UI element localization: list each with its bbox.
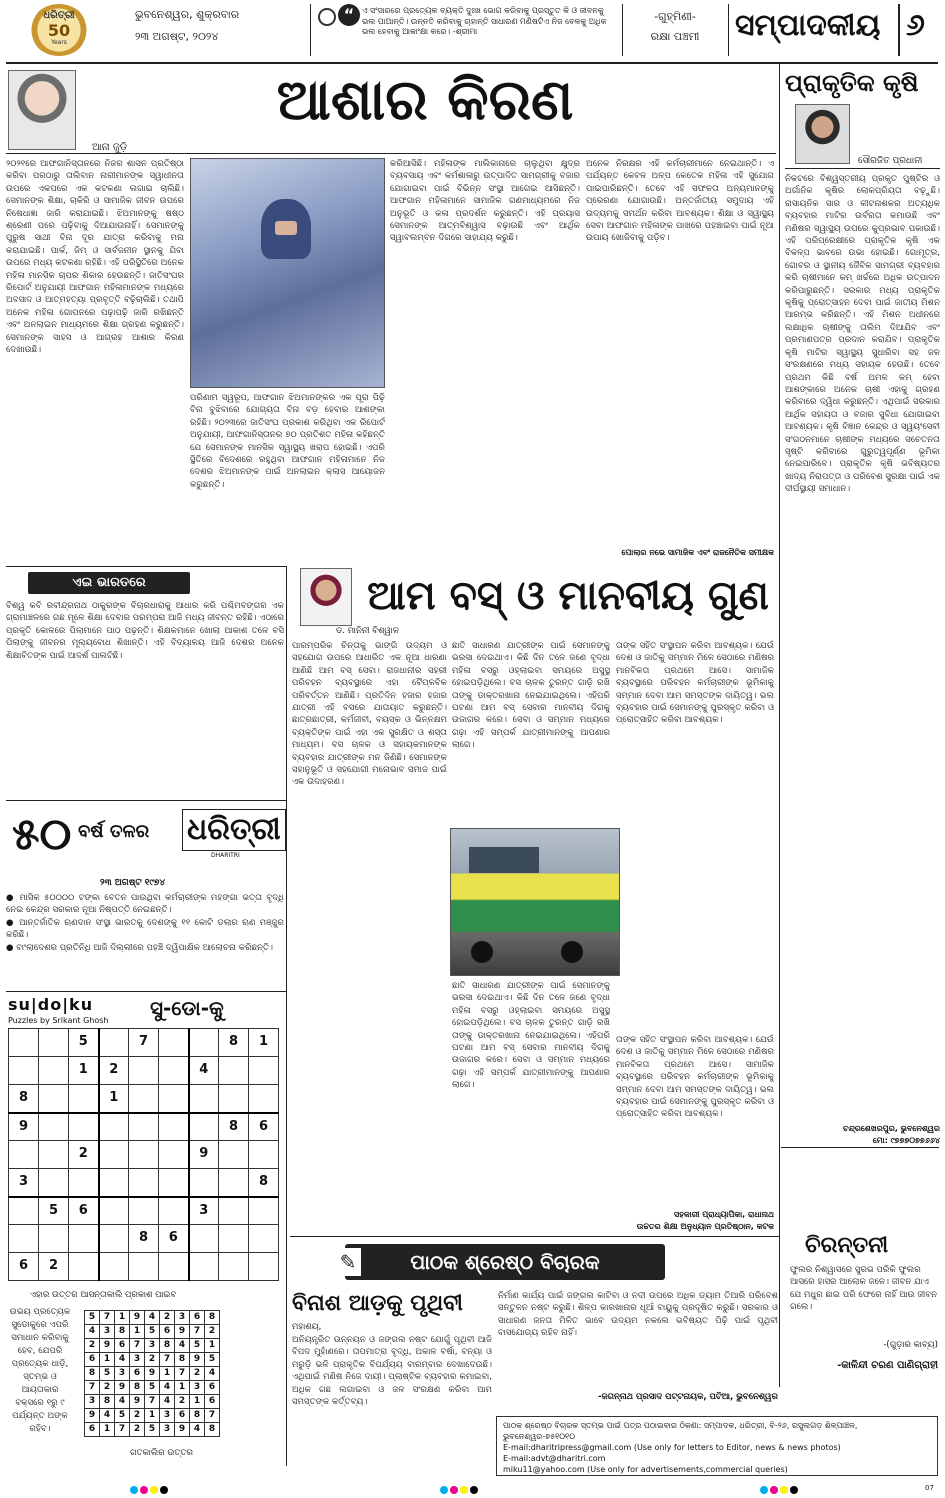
grid-row [9, 1057, 279, 1085]
solution-cell: 7 [175, 1367, 190, 1381]
solution-cell: 8 [85, 1367, 100, 1381]
sudoku-cell[interactable] [99, 1029, 129, 1057]
solution-cell: 3 [115, 1367, 130, 1381]
solution-cell: 5 [100, 1367, 115, 1381]
sudoku-cell[interactable] [249, 1085, 279, 1113]
solution-cell: 8 [100, 1395, 115, 1409]
sudoku-cell[interactable] [39, 1029, 69, 1057]
solution-cell: 9 [130, 1395, 145, 1409]
fifty-item: ● ମାସିକ ୫୦୦୦୦ ଟଙ୍କା ବେତନ ପାଉଥିବା କର୍ମଚାରୀଙ୍କ ମହଙ୍ଗା ଭତ୍ତା ବୃଦ୍ଧି ନେଇ କେନ୍ଦ୍ର ସରକାର ନୂଆ ନିଷ୍ପତ୍ତି ନେଇଛନ୍ତି। [6, 893, 284, 916]
quote-author: -ଶ୍ରୀମା [452, 27, 478, 36]
photo-face [275, 221, 297, 235]
bus-photo [450, 828, 620, 976]
registration-dot [440, 1486, 448, 1494]
sudoku-cell[interactable]: 8 [129, 1225, 159, 1253]
letter-salutation: ମହାଶୟ, [292, 1322, 322, 1332]
sudoku-cell[interactable] [159, 1057, 189, 1085]
sudoku-cell[interactable]: 6 [249, 1113, 279, 1141]
fifty-item: ● ଆନ୍ତର୍ଜାତିକ ଋଣଦାନ ସଂସ୍ଥା ଭାରତକୁ ଦେଶଙ୍କୁ ୧୧ କୋଟି ଡଲାର ଋଣ ମଞ୍ଜୁର କରିଛି। [6, 917, 284, 941]
wheel-icon [318, 8, 336, 26]
fifty-label: ବର୍ଷ ତଳର [78, 821, 150, 842]
sudoku-cell[interactable]: 2 [69, 1141, 99, 1169]
letters-banner-text: ପାଠକ ଶ୍ରେଷ୍ଠ ବିଚାରକ [410, 1250, 600, 1274]
solution-cell: 4 [85, 1325, 100, 1339]
sudoku-cell[interactable]: 2 [39, 1253, 69, 1281]
solution-cell: 9 [100, 1339, 115, 1353]
solution-cell: 3 [130, 1353, 145, 1367]
solution-cell: 7 [115, 1423, 130, 1437]
sudoku-rules: ଉଭୟ ପ୍ରତ୍ୟେକ ସୁଡୋକୁରେ ଏପରି ସମାଧାନ କରିବାକୁ ହେବ, ଯେପରି ପ୍ରତ୍ୟେକ ଧାଡ଼ି, ସ୍ତମ୍ଭ ଓ ଆୟତାକାର ବକ୍ସରେ ୧ରୁ ୯ ପର୍ଯ୍ୟନ୍ତ ଅଙ୍କ ରହିବ। [9, 1307, 71, 1434]
sudoku-cell[interactable] [159, 1197, 189, 1225]
contact-box [496, 1416, 938, 1476]
sudoku-cell[interactable] [39, 1225, 69, 1253]
sudoku-cell[interactable] [99, 1141, 129, 1169]
fifty-logo: ଧରିତ୍ରୀ [182, 809, 286, 851]
sudoku-cell[interactable] [159, 1113, 189, 1141]
chirantani-poem: ଫୁଲର ନିଶ୍ୱାସରେ ସୁରଭ ପରିକି ଫୁଲର ଆସରେ ହାସର ଆଲୋକ ଜଳେ। ଜୀବନ ଯାଏ ଯେ ମଧୁର ଛାଇ ପରି ଫେରେ ନାହିଁ ଆଉ ଜୀବନ ଗଲେ। [790, 1265, 937, 1313]
solution-cell: 7 [205, 1409, 220, 1423]
solution-cell: 6 [205, 1381, 220, 1395]
page-marker: 07 [925, 1484, 934, 1492]
sudoku-cell[interactable]: 6 [159, 1225, 189, 1253]
solution-cell: 8 [175, 1353, 190, 1367]
sudoku-cell[interactable] [99, 1225, 129, 1253]
grid-row [9, 1141, 279, 1169]
second-byline-1: ସହକାରୀ ପ୍ରାଧ୍ୟାପିକା, ରାଧାନାଥ [674, 1210, 774, 1219]
solution-cell: 7 [145, 1395, 160, 1409]
sudoku-cell[interactable] [249, 1197, 279, 1225]
sudoku-cell[interactable]: 8 [9, 1085, 39, 1113]
second-author-name: ଡ. ମାନିନୀ ବିଶ୍ୱାଳ [336, 626, 399, 636]
solution-cell: 2 [160, 1311, 175, 1325]
registration-dot [790, 1486, 798, 1494]
registration-dot [770, 1486, 778, 1494]
registration-dot [160, 1486, 168, 1494]
sudoku-cell[interactable]: 8 [249, 1169, 279, 1197]
sudoku-cell[interactable]: 6 [69, 1197, 99, 1225]
solution-cell: 3 [160, 1409, 175, 1423]
sudoku-cell[interactable]: 1 [69, 1057, 99, 1085]
second-column-2: ଛାତି ସାଧାରଣ ଯାତ୍ରୀଙ୍କ ପାଇଁ ସେମାନଙ୍କୁ ଭରସା ଦେଇଥାଏ। କିଛି ଦିନ ତଳେ ଜଣେ ବୃଦ୍ଧା ମହିଳା ବସରୁ ଓହ୍ଲାଇବା ସମୟରେ ଅସୁସ୍ଥ ହୋଇପଡ଼ିଥିଲେ। ବସ ଚାଳକ ତୁରନ୍ତ ଗାଡ଼ି ରଖି ତାଙ୍କୁ ଡାକ୍ତରଖାନା ନେଇଯାଇଥିଲେ। ଏହିପରି ଘଟଣା ଆମ ବସ୍ ସେବାର ମାନବୀୟ ଦିଗକୁ ଉଜାଗର କରେ। ସେବା ଓ ସମ୍ମାନ ମଧ୍ୟରେ ଗଢ଼ା ଏହି ସମ୍ପର୍କ ଯାତ୍ରୀମାନଙ୍କୁ ଆପଣାର ଲାଗେ। [452, 641, 610, 751]
sudoku-cell[interactable] [39, 1113, 69, 1141]
sudoku-cell[interactable] [189, 1225, 219, 1253]
solution-cell: 1 [100, 1423, 115, 1437]
sudoku-cell[interactable] [249, 1057, 279, 1085]
sudoku-cell[interactable] [69, 1253, 99, 1281]
solution-cell: 6 [175, 1409, 190, 1423]
solution-cell: 9 [130, 1311, 145, 1325]
solution-cell: 9 [85, 1409, 100, 1423]
chirantani-poem-author: -(ଗୁଡ଼ାର କାବ୍ୟ) [883, 1340, 938, 1350]
solution-cell: 2 [145, 1353, 160, 1367]
grid-row [9, 1029, 279, 1057]
right-author-name: ସୌରଜିତ ପ୍ରଧାନୀ [858, 156, 923, 166]
dateline-place-day: ଭୁବନେଶ୍ୱର, ଶୁକ୍ରବାର [135, 8, 240, 21]
solution-cell: 9 [175, 1423, 190, 1437]
sudoku-cell[interactable]: 5 [39, 1197, 69, 1225]
sudoku-cell[interactable] [129, 1141, 159, 1169]
solution-cell: 7 [190, 1325, 205, 1339]
chirantani-title: ଚିରନ୍ତନୀ [805, 1233, 889, 1258]
logo-text: ଧରିତ୍ରୀ [43, 10, 75, 21]
sudoku-cell[interactable] [39, 1085, 69, 1113]
lead-column-1: ୨୦୨୧ରେ ଆଫଗାନିସ୍ତାନରେ ନିଜର ଶାସନ ପ୍ରତିଷ୍ଠା କରିବା ପରଠାରୁ ତାଲିବାନ ନାରୀମାନଙ୍କ ସ୍ୱାଧୀନତା ଉପରେ ଏକପରେ ଏକ କଟକଣା ଲଗାଇ ଚାଲିଛି। ସେମାନଙ୍କ ଶିକ୍ଷା, ଚାକିରି ଓ ସାମାଜିକ ଜୀବନ ଉପରେ ନିଷେଧାଜ୍ଞା ଜାରି କରାଯାଇଛି। ଝିଅମାନଙ୍କୁ ଷଷ୍ଠ ଶ୍ରେଣୀ ପରେ ପଢ଼ିବାକୁ ଦିଆଯାଉନାହିଁ। ସେମାନଙ୍କୁ ପୁରୁଷ ସାଥୀ ବିନା ଦୂର ଯାତ୍ରା କରିବାକୁ ମନା କରାଯାଇଛି। ପାର୍କ, ଜିମ୍ ଓ ସାର୍ବଜନୀନ ସ୍ଥାନକୁ ଯିବା ଉପରେ ମଧ୍ୟ କଟକଣା ରହିଛି। ଏହି ପରିସ୍ଥିତିରେ ଅନେକ ମହିଳା ମାନସିକ ଚାପର ଶିକାର ହେଉଛନ୍ତି। ଜାତିସଂଘର ରିପୋର୍ଟ ଅନୁଯାୟୀ ଆଫଗାନ ମହିଳାମାନଙ୍କ ମଧ୍ୟରେ ଅବସାଦ ଓ ଆତ୍ମହତ୍ୟା ପ୍ରବୃତ୍ତି ବଢ଼ିଚାଲିଛି। ତଥାପି ଅନେକ ମହିଳା ଗୋପନରେ ପଢ଼ାପଢ଼ି ଜାରି ରଖିଛନ୍ତି ଏବଂ ଅନଲାଇନ ମାଧ୍ୟମରେ ଶିକ୍ଷା ଗ୍ରହଣ କରୁଛନ୍ତି। ସେମାନଙ୍କ ସାହସ ଓ ଆଗ୍ରହ ଆଶାର କିରଣ ଦେଖାଉଛି। [6, 159, 184, 356]
registration-dot [450, 1486, 458, 1494]
sudoku-cell[interactable] [219, 1253, 249, 1281]
sudoku-cell[interactable] [159, 1085, 189, 1113]
second-column-3: ତାଙ୍କ ସହିତ ସଂସ୍ଥାପନ କରିବା ଆବଶ୍ୟକ। ଯେଉଁ ଦେଶ ଓ ଜାତିକୁ ସମ୍ମାନ ମିଳେ ସେଠାରେ ମଣିଷର ମାନବିକତା ପ୍ରଥମେ ଆସେ। ସାମାଜିକ ବ୍ୟବସ୍ଥାରେ ପରିବହନ କର୍ମଚାରୀଙ୍କ ଭୂମିକାକୁ ସମ୍ମାନ ଦେବା ଆମ ସମସ୍ତଙ୍କ ଦାୟିତ୍ୱ। ଭଲ ବ୍ୟବହାର ପାଇଁ ସେମାନଙ୍କୁ ପୁରସ୍କୃତ କରିବା ଓ ପ୍ରୋତ୍ସାହିତ କରିବା ଆବଶ୍ୟକ। [616, 641, 774, 726]
fifty-logo-small: DHARITRI [211, 852, 240, 859]
solution-cell: 9 [190, 1353, 205, 1367]
solution-cell: 4 [160, 1395, 175, 1409]
grid-row [9, 1085, 279, 1113]
solution-cell: 3 [100, 1325, 115, 1339]
solution-cell: 6 [115, 1339, 130, 1353]
letter-signature: -ଜଗନ୍ନାଥ ପ୍ରସାଦ ପଟ୍ଟନାୟକ, ପଟିଆ, ଭୁବନେଶ୍ୱର [598, 1392, 778, 1402]
burqa-women-photo [190, 158, 385, 388]
letter-headline: ବିନାଶ ଆଡ଼କୁ ପୃଥିବୀ [292, 1291, 463, 1316]
sudoku-cell[interactable] [9, 1057, 39, 1085]
grid-row [9, 1197, 279, 1225]
quote-text: ଏ ସଂସାରରେ ପ୍ରତ୍ୟେକ ବ୍ୟକ୍ତି ଦୁଃଖ ଭୋଗ କରିବାକୁ ପ୍ରସ୍ତୁତ କି ଓ ଜୀବନକୁ ଭଲ ପାଆନ୍ତି। ଉନ୍ନତି କରିବାକୁ ଚାହାନ୍ତି ସାଧାରଣ ମଣିଷଟିଏ ନିଜ ବେଳକୁ ଅଧିକ ଭଲ ହେବାକୁ ଆକାଂକ୍ଷା କରେ। [362, 6, 607, 36]
solution-cell: 1 [145, 1409, 160, 1423]
solution-cell: 1 [115, 1311, 130, 1325]
ei-bharatare-text: ବିଶ୍ୱ କବି ରବୀନ୍ଦ୍ରନାଥ ଠାକୁରଙ୍କ ବିଚାରଧାରାକୁ ଆଧାର କରି ପଶ୍ଚିମବଙ୍ଗର ଏକ ଗ୍ରାମାଞ୍ଚଳରେ ଗଛ ମୂଳେ ଶିକ୍ଷା ଦେବାର ପରମ୍ପରା ଆଜି ମଧ୍ୟ ଜୀବନ୍ତ ରହିଛି। ଏଠାରେ ପ୍ରକୃତି କୋଳରେ ପିଲାମାନେ ପାଠ ପଢ଼ନ୍ତି। ଶିକ୍ଷକମାନେ ଖୋଲା ଆକାଶ ତଳେ ବସି ପିଲାଙ୍କୁ ଜୀବନର ମୂଲ୍ୟବୋଧ ଶିଖାନ୍ତି। ଏହି ବିଦ୍ୟାଳୟ ଆଜି ଦେଶର ଅନେକ ଶିକ୍ଷାବିତଙ୍କ ପାଇଁ ଆଦର୍ଶ ପାଲଟିଛି। [6, 601, 284, 661]
sudoku-cell[interactable] [189, 1085, 219, 1113]
solution-cell: 9 [175, 1325, 190, 1339]
letter-text: ଅନିୟନ୍ତ୍ରିତ ଉନ୍ନୟନ ଓ ଜଙ୍ଗଲ ନଷ୍ଟ ଯୋଗୁଁ ପୃଥିବୀ ଆଜି ବିପଦ ମୁହାଁଣରେ। ତାପମାତ୍ରା ବୃଦ୍ଧି, ଅକାଳ ବର୍ଷା, ବନ୍ୟା ଓ ମରୁଡ଼ି ଭଳି ପ୍ରାକୃତିକ ବିପର୍ଯ୍ୟୟ ବାରମ୍ବାର ଦେଖାଦେଉଛି। ଏଥିପାଇଁ ମଣିଷ ନିଜେ ଦାୟୀ। ପ୍ଲାଷ୍ଟିକ ବ୍ୟବହାର କମାଇବା, ଅଧିକ ଗଛ ଲଗାଇବା ଓ ଜଳ ସଂରକ୍ଷଣ କରିବା ଆମ ସମସ୍ତଙ୍କ କର୍ତ୍ତବ୍ୟ। [292, 1335, 492, 1408]
registration-dot [470, 1486, 478, 1494]
solution-cell: 7 [160, 1353, 175, 1367]
sudoku-cell[interactable] [159, 1169, 189, 1197]
sudoku-cell[interactable] [9, 1197, 39, 1225]
grid-row [85, 1339, 220, 1353]
grid-row [9, 1169, 279, 1197]
sudoku-cell[interactable]: 6 [9, 1253, 39, 1281]
sudoku-brand-sub: Puzzles by Srikant Ghosh [8, 1016, 109, 1025]
solution-cell: 4 [115, 1353, 130, 1367]
grid-row [85, 1395, 220, 1409]
solution-cell: 1 [160, 1367, 175, 1381]
solution-cell: 2 [130, 1423, 145, 1437]
solution-cell: 3 [145, 1339, 160, 1353]
masthead [0, 0, 945, 62]
author-photo-second [300, 568, 352, 626]
solution-cell: 1 [190, 1395, 205, 1409]
sudoku-cell[interactable] [129, 1197, 159, 1225]
solution-cell: 1 [205, 1339, 220, 1353]
solution-cell: 3 [175, 1311, 190, 1325]
dharitri-50-logo [30, 4, 88, 56]
sudoku-cell[interactable]: 8 [219, 1029, 249, 1057]
sudoku-cell[interactable]: 7 [129, 1029, 159, 1057]
solution-cell: 4 [175, 1339, 190, 1353]
sudoku-cell[interactable]: 2 [99, 1057, 129, 1085]
solution-cell: 6 [130, 1367, 145, 1381]
festival-box [630, 10, 720, 44]
solution-cell: 8 [205, 1423, 220, 1437]
solution-cell: 4 [160, 1381, 175, 1395]
sudoku-cell[interactable] [129, 1169, 159, 1197]
sudoku-cell[interactable] [69, 1113, 99, 1141]
registration-dot [140, 1486, 148, 1494]
solution-cell: 8 [130, 1381, 145, 1395]
fifty-digits: ୫୦ [12, 809, 72, 860]
fifty-years-banner [6, 805, 284, 877]
solution-cell: 7 [85, 1381, 100, 1395]
sudoku-cell[interactable] [249, 1141, 279, 1169]
solution-cell: 6 [160, 1325, 175, 1339]
sudoku-brand: su|do|ku [8, 995, 94, 1014]
solution-cell: 6 [190, 1311, 205, 1325]
sudoku-cell[interactable] [219, 1085, 249, 1113]
registration-dot [150, 1486, 158, 1494]
chirantani-poet: -କାଳିନ୍ଦୀ ଚରଣ ପାଣିଗ୍ରାହୀ [837, 1360, 938, 1371]
sudoku-cell[interactable] [9, 1225, 39, 1253]
registration-dot [460, 1486, 468, 1494]
solution-cell: 2 [175, 1395, 190, 1409]
solution-cell: 4 [100, 1409, 115, 1423]
sudoku-cell[interactable] [39, 1169, 69, 1197]
solution-cell: 7 [100, 1311, 115, 1325]
solution-cell: 4 [190, 1423, 205, 1437]
solution-cell: 4 [145, 1311, 160, 1325]
grid-row [9, 1225, 279, 1253]
fifty-date: ୨୩ ଅଗଷ୍ଟ ୧୯୭୪ [100, 878, 166, 888]
grid-row [9, 1113, 279, 1141]
sudoku-cell[interactable] [69, 1169, 99, 1197]
solution-cell: 9 [145, 1367, 160, 1381]
solution-cell: 9 [115, 1381, 130, 1395]
sudoku-cell[interactable] [99, 1253, 129, 1281]
author-photo-right [795, 104, 850, 164]
sudoku-cell[interactable] [69, 1225, 99, 1253]
sudoku-cell[interactable] [129, 1085, 159, 1113]
sudoku-cell[interactable] [99, 1197, 129, 1225]
registration-dot [130, 1486, 138, 1494]
lead-author-name: ଆନା ଜୁଡ଼ି [92, 142, 128, 153]
dateline-date: ୨୩ ଅଗଷ୍ଟ, ୨୦୨୪ [135, 29, 219, 43]
second-column-1: ପାରମ୍ପରିକ ଚିନ୍ତାକୁ ଭାଙ୍ଗି ଉଦ୍ୟମ ଓ ସହଯୋଗ ଉପରେ ଆଧାରିତ ଏକ ନୂଆ ଧାରଣା ଆଣିଛି ଆମ ବସ୍ ସେବା। ରାଜଧାନୀର ସହରୀ ପରିବହନ ବ୍ୟବସ୍ଥାରେ ଏହା ବୈପ୍ଳବିକ ପରିବର୍ତ୍ତନ ଆଣିଛି। ପ୍ରତିଦିନ ହଜାର ହଜାର ଯାତ୍ରୀ ଏହି ବସରେ ଯାତାୟାତ କରୁଛନ୍ତି। ଛାତ୍ରଛାତ୍ରୀ, କର୍ମଜୀବୀ, ବୟସ୍କ ଓ ଭିନ୍ନକ୍ଷମ ବ୍ୟକ୍ତିଙ୍କ ପାଇଁ ଏହା ଏକ ସୁରକ୍ଷିତ ଓ ଶସ୍ତା ମାଧ୍ୟମ। ବସ ଚାଳକ ଓ ସହାୟକମାନଙ୍କ ବ୍ୟବହାର ଯାତ୍ରୀଙ୍କ ମନ ଜିଣିଛି। ସେମାନଙ୍କ ସହାନୁଭୂତି ଓ ସହଯୋଗୀ ମନୋଭାବ ସମାଜ ପାଇଁ ଏକ ଉଦାହରଣ। [292, 641, 447, 788]
sudoku-cell[interactable] [129, 1253, 159, 1281]
solution-cell: 5 [145, 1381, 160, 1395]
bus-wheel [471, 941, 493, 963]
bus-windshield [469, 847, 539, 873]
lead-headline: ଆଶାର କିରଣ [276, 68, 574, 133]
solution-cell: 2 [130, 1409, 145, 1423]
solution-cell: 5 [190, 1339, 205, 1353]
solution-cell: 1 [100, 1353, 115, 1367]
sudoku-cell[interactable] [9, 1029, 39, 1057]
sudoku-cell[interactable] [129, 1057, 159, 1085]
sudoku-cell[interactable] [159, 1029, 189, 1057]
sudoku-cell[interactable] [159, 1253, 189, 1281]
lead-column-2: ପରିଣାମ ସ୍ୱରୂପ, ଆଫଗାନ ଝିଅମାନଙ୍କର ଏକ ପୂରା ପିଢ଼ି ବିନା ବୁଝିବାରେ ଯୋଗ୍ୟତା ବିନା ବଡ଼ ହେବାର ଆଶଙ୍କା ରହିଛି। ୨୦୨୩ରେ ଜାତିସଂଘ ପ୍ରକାଶ କରିଥିବା ଏକ ରିପୋର୍ଟ ଅନୁଯାୟୀ, ଆଫଗାନିସ୍ତାନର ୭୦ ପ୍ରତିଶତ ମହିଳା କହିଛନ୍ତି ଯେ ସେମାନଙ୍କ ମାନସିକ ସ୍ୱାସ୍ଥ୍ୟ ଖରାପ ହୋଇଛି। ଏପରି ସ୍ଥିତିରେ ବିଦେଶରେ ରହୁଥିବା ଆଫଗାନ ମହିଳାମାନେ ନିଜ ଦେଶର ଝିଅମାନଙ୍କ ପାଇଁ ଅନଲାଇନ କ୍ଲାସ ଆୟୋଜନ କରୁଛନ୍ତି। [190, 393, 385, 490]
festival-line2: ରକ୍ଷା ପଞ୍ଚମୀ [650, 29, 700, 43]
contact-email-1[interactable]: E-mail:dharitripress@gmail.com (Use only for letters to Editor, news & news photos) [503, 1443, 841, 1452]
solution-cell: 6 [205, 1395, 220, 1409]
page-number: ୬ [906, 8, 925, 43]
solution-cell: 2 [205, 1325, 220, 1339]
right-phone: ମୋ: ୯୭୭୭୦୭୭୬୬୪ [872, 1136, 940, 1145]
sudoku-cell[interactable]: 4 [189, 1057, 219, 1085]
grid-row [85, 1311, 220, 1325]
sudoku-cell[interactable] [189, 1113, 219, 1141]
logo-sub: Years [51, 38, 67, 46]
fifty-item: ● ବାଂଲାଦେଶର ପ୍ରତିନିଧି ଆଜି ଦିଲ୍ଲୀରେ ପହଞ୍ଚି ଦ୍ୱିପାକ୍ଷିକ ଆଲୋଚନା କରିଛନ୍ତି। [6, 942, 273, 953]
contact-email-2[interactable]: E-mail:advt@dharitri.com [503, 1454, 606, 1463]
sudoku-cell[interactable] [249, 1225, 279, 1253]
sudoku-cell[interactable] [219, 1225, 249, 1253]
lead-byline: ପୋଲାର ନଭେ ସାମାଜିକ ଏବଂ ରାଜନୈତିକ ସମୀକ୍ଷକ [621, 548, 774, 557]
solution-cell: 1 [130, 1325, 145, 1339]
right-article-text: ନିକଟରେ ବିଶ୍ୱସ୍ତରୀୟ ପ୍ରକୃତ ପୁଷ୍ଟିର ଓ ଅର୍ଗାନିକ କୃଷିର ଲୋକପ୍ରିୟତା ବଢ଼ୁଛି। ରାସାୟନିକ ସାର ଓ କୀଟନାଶକର ଅତ୍ୟଧିକ ବ୍ୟବହାର ମାଟିର ଉର୍ବରତା କମାଉଛି ଏବଂ ମଣିଷର ସ୍ୱାସ୍ଥ୍ୟ ଉପରେ କୁପ୍ରଭାବ ପକାଉଛି। ଏହି ପରିପ୍ରେକ୍ଷୀରେ ପ୍ରାକୃତିକ କୃଷି ଏକ ବିକଳ୍ପ ଭାବରେ ଉଭା ହୋଇଛି। ଗୋମୂତ୍ର, ଗୋବର ଓ ସ୍ଥାନୀୟ ଜୈବିକ ସାମଗ୍ରୀ ବ୍ୟବହାର କରି ଚାଷୀମାନେ କମ୍ ଖର୍ଚ୍ଚରେ ଅଧିକ ଉତ୍ପାଦନ କରିପାରୁଛନ୍ତି। ସରକାର ମଧ୍ୟ ପ୍ରାକୃତିକ କୃଷିକୁ ପ୍ରୋତ୍ସାହନ ଦେବା ପାଇଁ ଜାତୀୟ ମିଶନ ଆରମ୍ଭ କରିଛନ୍ତି। ଏହି ମିଶନ ଅଧୀନରେ ଲକ୍ଷାଧିକ ଚାଷୀଙ୍କୁ ତାଲିମ ଦିଆଯିବ ଏବଂ ପ୍ରମାଣପତ୍ର ପ୍ରଦାନ କରାଯିବ। ପ୍ରାକୃତିକ କୃଷି ମାଟିର ସ୍ୱାସ୍ଥ୍ୟ ସୁଧାରିବା ସହ ଜଳ ସଂରକ୍ଷଣରେ ମଧ୍ୟ ସହାୟକ ହେଉଛି। ତେବେ ପ୍ରଥମ କିଛି ବର୍ଷ ଅମଳ କମ୍ ହେବା ଆଶଙ୍କାରେ ଅନେକ ଚାଷୀ ଏହାକୁ ଗ୍ରହଣ କରିବାରେ ଦ୍ୱିଧା କରୁଛନ୍ତି। ଏଥିପାଇଁ ସରକାର ଆର୍ଥିକ ସହାୟତା ଓ ବଜାର ସୁବିଧା ଯୋଗାଇବା ଆବଶ୍ୟକ। କୃଷି ବିଜ୍ଞାନ କେନ୍ଦ୍ର ଓ ସ୍ୱୟଂସେବୀ ସଂଗଠନମାନେ ଚାଷୀଙ୍କ ମଧ୍ୟରେ ସଚେତନତା ସୃଷ୍ଟି କରିବାରେ ଗୁରୁତ୍ୱପୂର୍ଣ୍ଣ ଭୂମିକା ନେଇପାରିବେ। ପ୍ରାକୃତିକ କୃଷି ଭବିଷ୍ୟତର ଖାଦ୍ୟ ନିରାପତ୍ତା ଓ ପରିବେଶ ସୁରକ୍ଷା ପାଇଁ ଏକ ଦୀର୍ଘସ୍ଥାୟୀ ସମାଧାନ। [785, 174, 940, 495]
sudoku-cell[interactable] [219, 1141, 249, 1169]
print-registration-marks [0, 1484, 945, 1498]
solution-cell: 4 [205, 1367, 220, 1381]
sudoku-cell[interactable]: 1 [99, 1085, 129, 1113]
second-column-2b: ଛାତି ସାଧାରଣ ଯାତ୍ରୀଙ୍କ ପାଇଁ ସେମାନଙ୍କୁ ଭରସା ଦେଇଥାଏ। କିଛି ଦିନ ତଳେ ଜଣେ ବୃଦ୍ଧା ମହିଳା ବସରୁ ଓହ୍ଲାଇବା ସମୟରେ ଅସୁସ୍ଥ ହୋଇପଡ଼ିଥିଲେ। ବସ ଚାଳକ ତୁରନ୍ତ ଗାଡ଼ି ରଖି ତାଙ୍କୁ ଡାକ୍ତରଖାନା ନେଇଯାଇଥିଲେ। ଏହିପରି ଘଟଣା ଆମ ବସ୍ ସେବାର ମାନବୀୟ ଦିଗକୁ ଉଜାଗର କରେ। ସେବା ଓ ସମ୍ମାନ ମଧ୍ୟରେ ଗଢ଼ା ଏହି ସମ୍ପର୍କ ଯାତ୍ରୀମାନଙ୍କୁ ଆପଣାର ଲାଗେ। [452, 981, 610, 1091]
solution-cell: 3 [190, 1381, 205, 1395]
solution-cell: 2 [85, 1339, 100, 1353]
sudoku-cell[interactable] [189, 1253, 219, 1281]
solution-cell: 6 [85, 1353, 100, 1367]
registration-dot [780, 1486, 788, 1494]
sudoku-cell[interactable] [39, 1141, 69, 1169]
section-title: ସମ୍ପାଦକୀୟ [735, 8, 881, 43]
solution-cell: 6 [85, 1423, 100, 1437]
sudoku-title-odia: ସୁ-ଡୋ-କୁ [150, 996, 224, 1020]
author-photo-lead [8, 70, 76, 150]
ei-bharatare-title: ଏଇ ଭାରତରେ [28, 572, 190, 594]
fifty-items [6, 892, 284, 988]
second-headline: ଆମ ବସ୍ ଓ ମାନବୀୟ ଗୁଣ [367, 573, 769, 619]
solution-caption: ଗତକାଲିର ଉତ୍ତର [130, 1448, 193, 1458]
sudoku-cell[interactable]: 9 [189, 1141, 219, 1169]
sudoku-cell[interactable] [249, 1253, 279, 1281]
sudoku-cell[interactable]: 5 [69, 1029, 99, 1057]
letter-text-2: ନିର୍ମାଣ କାର୍ଯ୍ୟ ପାଇଁ ଜଙ୍ଗଲ କାଟିବା ଓ ନଦୀ ଉପରେ ଅଧିକ ଡ୍ୟାମ ତିଆରି ପରିବେଶ ସନ୍ତୁଳନ ନଷ୍ଟ କରୁଛି। ଶିଳ୍ପ କାରଖାନାର ଧୂଆଁ ବାୟୁକୁ ପ୍ରଦୂଷିତ କରୁଛି। ସରକାର ଓ ସାଧାରଣ ଜନତା ମିଳିତ ଭାବେ ଉଦ୍ୟମ ନକଲେ ଭବିଷ୍ୟତ ପିଢ଼ି ପାଇଁ ପୃଥିବୀ ବାସଯୋଗ୍ୟ ରହିବ ନାହିଁ। [498, 1291, 778, 1339]
solution-cell: 7 [130, 1339, 145, 1353]
solution-cell: 1 [175, 1381, 190, 1395]
festival-line1: -ଗୁହ୍ମିଣୀ- [654, 10, 696, 23]
solution-cell: 5 [205, 1353, 220, 1367]
sudoku-cell[interactable] [39, 1057, 69, 1085]
lead-column-4: ଅନେକ ନିରକ୍ଷର ଏହି କର୍ମଚାରୀମାନେ ନେଇଥାନ୍ତି। ଏ ପର୍ଯ୍ୟନ୍ତ କେବଳ ଅଳ୍ପ କେତେକ ମହିଳା ଏହି ସୁଯୋଗ ପାଇପାରିଛନ୍ତି। ତେବେ ଏହି ସଫଳତା ଅନ୍ୟମାନଙ୍କୁ ପ୍ରେରଣା ଯୋଗାଉଛି। ଅନ୍ତର୍ଜାତୀୟ ସମୁଦାୟ ଏହି ଉଦ୍ୟମକୁ ସମର୍ଥନ କରିବା ଆବଶ୍ୟକ। ଶିକ୍ଷା ଓ ସ୍ୱାସ୍ଥ୍ୟ ସେବା ଆଫଗାନ ମହିଳାଙ୍କ ପାଖରେ ପହଞ୍ଚାଇବା ପାଇଁ ନୂଆ ଉପାୟ ଖୋଜିବାକୁ ପଡ଼ିବ। [586, 159, 774, 244]
sudoku-solution-grid [84, 1310, 220, 1437]
sudoku-cell[interactable]: 1 [249, 1029, 279, 1057]
grid-row [85, 1353, 220, 1367]
second-byline-2: ଉଚ୍ଚତର ଶିକ୍ଷା ଅନୁଧ୍ୟାନ ପ୍ରତିଷ୍ଠାନ, କଟକ [636, 1222, 774, 1231]
solution-cell: 8 [205, 1311, 220, 1325]
solution-cell: 5 [115, 1409, 130, 1423]
letters-banner [339, 1244, 665, 1280]
pen-icon: ✎ [335, 1248, 361, 1276]
sudoku-cell[interactable]: 3 [189, 1197, 219, 1225]
daily-quote [362, 6, 617, 38]
sudoku-cell[interactable]: 3 [9, 1169, 39, 1197]
sudoku-cell[interactable] [129, 1113, 159, 1141]
sudoku-cell[interactable] [219, 1169, 249, 1197]
sudoku-cell[interactable] [219, 1197, 249, 1225]
solution-cell: 5 [85, 1311, 100, 1325]
grid-row [85, 1423, 220, 1437]
second-column-3b: ତାଙ୍କ ସହିତ ସଂସ୍ଥାପନ କରିବା ଆବଶ୍ୟକ। ଯେଉଁ ଦେଶ ଓ ଜାତିକୁ ସମ୍ମାନ ମିଳେ ସେଠାରେ ମଣିଷର ମାନବିକତା ପ୍ରଥମେ ଆସେ। ସାମାଜିକ ବ୍ୟବସ୍ଥାରେ ପରିବହନ କର୍ମଚାରୀଙ୍କ ଭୂମିକାକୁ ସମ୍ମାନ ଦେବା ଆମ ସମସ୍ତଙ୍କ ଦାୟିତ୍ୱ। ଭଲ ବ୍ୟବହାର ପାଇଁ ସେମାନଙ୍କୁ ପୁରସ୍କୃତ କରିବା ଓ ପ୍ରୋତ୍ସାହିତ କରିବା ଆବଶ୍ୟକ। [616, 1035, 774, 1120]
grid-row [9, 1253, 279, 1281]
sudoku-cell[interactable] [159, 1141, 189, 1169]
contact-email-3[interactable]: miku11@yahoo.com (Use only for advertisements,commercial queries) [503, 1465, 788, 1474]
lead-column-3: କରିଆସିଛି। ମହିଳାଙ୍କ ମାଲିକାନାରେ ଚାଲୁଥିବା କ୍ଷୁଦ୍ର ବ୍ୟବସାୟ ଏବଂ କର୍ମଶାଳାରୁ ଉତ୍ପାଦିତ ସାମଗ୍ରୀକୁ ବଜାର ଯୋଗାଇବା ପାଇଁ ବିଭିନ୍ନ ସଂସ୍ଥା ଆଗେଇ ଆସିଛନ୍ତି। ଆଫଗାନ ମହିଳାମାନେ ସାମାଜିକ ଗଣମାଧ୍ୟମରେ ନିଜ ଅନୁଭୂତି ଓ କଳା ପ୍ରଦର୍ଶନ କରୁଛନ୍ତି। ଏହି ପ୍ରୟାସ ସେମାନଙ୍କ ଆତ୍ମବିଶ୍ୱାସ ବଢ଼ାଉଛି ଏବଂ ଆର୍ଥିକ ସ୍ୱାବଲମ୍ବନ ଦିଗରେ ସାହାଯ୍ୟ କରୁଛି। [390, 159, 580, 244]
grid-row [85, 1325, 220, 1339]
sudoku-cell[interactable] [99, 1113, 129, 1141]
sudoku-cell[interactable] [69, 1085, 99, 1113]
registration-dot [760, 1486, 768, 1494]
sudoku-cell[interactable]: 9 [9, 1113, 39, 1141]
contact-odia: ପାଠକ ଶ୍ରେଷ୍ଠ ବିଚାରକ ସ୍ତମ୍ଭ ପାଇଁ ପତ୍ର ପଠାଇବାର ଠିକଣା: ସମ୍ପାଦକ, ଧରିତ୍ରୀ, ବି-୨୬, ରସୁଲଗଡ଼ ଶିଳ୍ପାଞ୍ଚଳ, ଭୁବନେଶ୍ୱର-୭୫୧୦୧୦ [503, 1421, 858, 1441]
solution-cell: 2 [100, 1381, 115, 1395]
sudoku-cell[interactable] [219, 1057, 249, 1085]
right-byline: ଚନ୍ଦ୍ରଶେଖରପୁର, ଭୁବନେଶ୍ୱର [843, 1124, 940, 1133]
sudoku-cell[interactable] [9, 1141, 39, 1169]
solution-cell: 3 [160, 1423, 175, 1437]
bus-wheel [561, 941, 583, 963]
sudoku-cell[interactable] [99, 1169, 129, 1197]
grid-row [85, 1381, 220, 1395]
solution-cell: 8 [160, 1339, 175, 1353]
dateline [135, 8, 305, 44]
sudoku-cell[interactable] [189, 1029, 219, 1057]
right-headline: ପ୍ରାକୃତିକ କୃଷି [785, 69, 919, 97]
grid-row [85, 1409, 220, 1423]
sudoku-note: ଏହାର ଉତ୍ତର ଆସନ୍ତାକାଲି ପ୍ରକାଶ ପାଇବ [30, 1290, 177, 1300]
sudoku-grid[interactable] [8, 1028, 279, 1281]
solution-cell: 2 [190, 1367, 205, 1381]
solution-cell: 8 [190, 1409, 205, 1423]
solution-cell: 8 [115, 1325, 130, 1339]
solution-cell: 3 [85, 1395, 100, 1409]
quote-mark-icon: “ [338, 4, 360, 26]
solution-cell: 5 [145, 1325, 160, 1339]
sudoku-cell[interactable] [189, 1169, 219, 1197]
grid-row [85, 1367, 220, 1381]
solution-cell: 4 [115, 1395, 130, 1409]
solution-cell: 5 [145, 1423, 160, 1437]
logo-years: 50 [47, 20, 71, 40]
sudoku-cell[interactable]: 8 [219, 1113, 249, 1141]
